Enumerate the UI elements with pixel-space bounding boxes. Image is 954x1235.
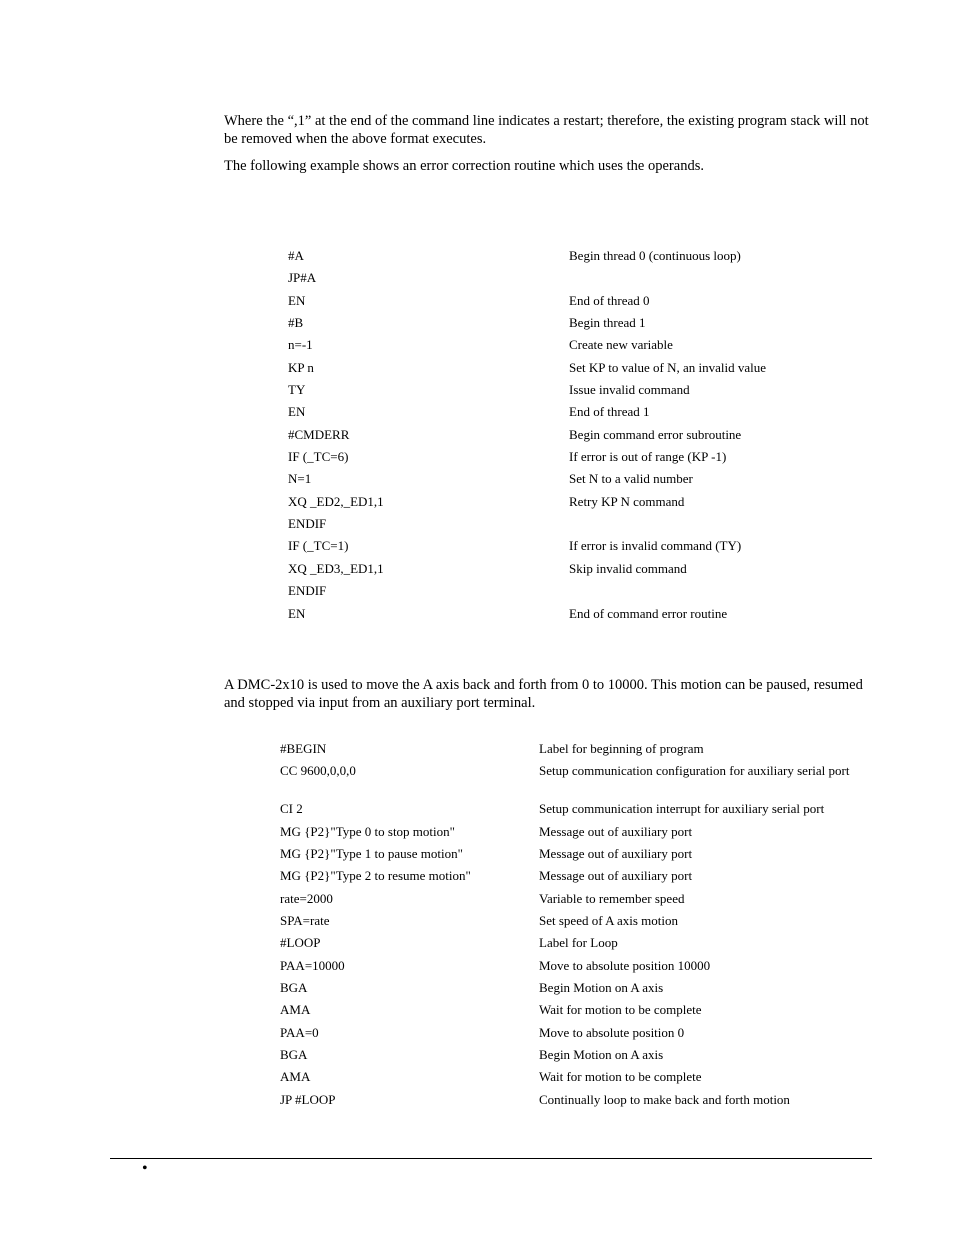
code-description: Retry KP N command <box>569 493 685 509</box>
code-row <box>280 1047 860 1069</box>
code-command: IF (_TC=6) <box>288 449 349 465</box>
footer-bullet: • <box>142 1160 148 1177</box>
code-command: #B <box>288 315 304 331</box>
code-row <box>288 314 808 336</box>
code-row <box>280 824 860 846</box>
code-description: Setup communication interrupt for auxiliary serial port <box>539 801 825 817</box>
code-description: Move to absolute position 0 <box>539 1024 685 1040</box>
code-row <box>280 763 860 801</box>
code-row <box>288 582 808 604</box>
code-command: EN <box>288 404 306 420</box>
code-row <box>288 381 808 403</box>
code-row <box>288 493 808 515</box>
code-row <box>288 605 808 627</box>
dmc-intro-paragraph: A DMC-2x10 is used to move the A axis back and forth from 0 to 10000. This motion can be paused, resumed and stopped via input from an auxiliary port terminal. <box>224 677 863 711</box>
code-description: Wait for motion to be complete <box>539 1069 702 1085</box>
code-row <box>280 1069 860 1091</box>
code-description: If error is out of range (KP -1) <box>569 449 727 465</box>
code-row <box>280 846 860 868</box>
code-row <box>288 269 808 291</box>
code-row <box>288 359 808 381</box>
code-command: EN <box>288 605 306 621</box>
code-command: XQ _ED2,_ED1,1 <box>288 493 384 509</box>
code-row <box>280 913 860 935</box>
code-row <box>280 1025 860 1047</box>
code-description: Set KP to value of N, an invalid value <box>569 359 767 375</box>
code-description: Wait for motion to be complete <box>539 1002 702 1018</box>
code-command: AMA <box>280 1002 311 1018</box>
code-command: JP #LOOP <box>280 1091 336 1107</box>
code-command: IF (_TC=1) <box>288 538 349 554</box>
code-command: PAA=10000 <box>280 957 345 973</box>
code-description: Label for beginning of program <box>539 741 704 756</box>
code-description: Move to absolute position 10000 <box>539 957 711 973</box>
code-command: EN <box>288 292 306 308</box>
code-command: SPA=rate <box>280 913 330 929</box>
code-command: CC 9600,0,0,0 <box>280 763 356 779</box>
restart-note-paragraph: Where the “,1” at the end of the command line indicates a restart; therefore, the existing program stack will not be removed when the above format executes. <box>224 113 869 147</box>
code-row <box>280 1092 860 1114</box>
code-description: Message out of auxiliary port <box>539 846 693 862</box>
code-description <box>569 269 808 291</box>
code-row <box>288 448 808 470</box>
code-command: #CMDERR <box>288 426 350 442</box>
code-command: #A <box>288 248 304 263</box>
code-description: Message out of auxiliary port <box>539 823 693 839</box>
code-description: Set N to a valid number <box>569 471 693 487</box>
code-description <box>569 582 808 604</box>
code-command: MG {P2}"Type 2 to resume motion" <box>280 868 471 884</box>
code-command: PAA=0 <box>280 1024 319 1040</box>
code-description: End of thread 0 <box>569 292 650 308</box>
code-description: Continually loop to make back and forth motion <box>539 1091 790 1107</box>
code-description: Begin thread 1 <box>569 315 646 331</box>
code-command: BGA <box>280 980 308 996</box>
code-row <box>288 537 808 559</box>
code-row <box>288 403 808 425</box>
error-routine-table <box>288 247 808 627</box>
code-description: Begin Motion on A axis <box>539 980 664 996</box>
motion-program-table <box>280 741 860 1114</box>
code-row <box>288 426 808 448</box>
code-row <box>280 935 860 957</box>
code-description: Begin thread 0 (continuous loop) <box>569 248 741 263</box>
code-row <box>280 891 860 913</box>
code-row <box>288 336 808 358</box>
code-command: TY <box>288 382 306 398</box>
code-row <box>288 560 808 582</box>
code-row <box>288 247 808 269</box>
code-description: Begin command error subroutine <box>569 426 742 442</box>
code-description: Issue invalid command <box>569 382 690 398</box>
code-description: Create new variable <box>569 337 673 353</box>
code-description: Label for Loop <box>539 935 618 951</box>
code-description: End of thread 1 <box>569 404 650 420</box>
code-command: N=1 <box>288 471 312 487</box>
code-command: rate=2000 <box>280 890 333 906</box>
code-command: JP#A <box>288 270 317 286</box>
code-command: BGA <box>280 1047 308 1063</box>
code-row <box>280 801 860 823</box>
code-row <box>280 1002 860 1024</box>
code-description: Variable to remember speed <box>539 890 685 906</box>
code-command: AMA <box>280 1069 311 1085</box>
code-command: MG {P2}"Type 1 to pause motion" <box>280 846 463 862</box>
code-command: ENDIF <box>288 516 327 532</box>
code-description: Setup communication configuration for auxiliary serial port <box>539 763 850 779</box>
code-description: Begin Motion on A axis <box>539 1047 664 1063</box>
code-row <box>280 980 860 1002</box>
example-intro-paragraph: The following example shows an error correction routine which uses the operands. <box>224 158 704 174</box>
code-description: Set speed of A axis motion <box>539 913 679 929</box>
code-command: CI 2 <box>280 801 303 817</box>
code-command: XQ _ED3,_ED1,1 <box>288 560 384 576</box>
code-row <box>288 292 808 314</box>
code-command: KP n <box>288 359 314 375</box>
code-description: End of command error routine <box>569 605 728 621</box>
code-command: #LOOP <box>280 935 321 951</box>
code-row <box>288 515 808 537</box>
code-row <box>280 741 860 763</box>
code-row <box>288 470 808 492</box>
code-description: Skip invalid command <box>569 560 687 576</box>
code-command: n=-1 <box>288 337 313 353</box>
code-description <box>569 515 808 537</box>
code-row <box>280 958 860 980</box>
code-row <box>280 868 860 890</box>
code-command: MG {P2}"Type 0 to stop motion" <box>280 823 455 839</box>
code-command: #BEGIN <box>280 741 327 756</box>
code-description: Message out of auxiliary port <box>539 868 693 884</box>
code-command: ENDIF <box>288 583 327 599</box>
code-description: If error is invalid command (TY) <box>569 538 742 554</box>
footer-divider <box>110 1158 872 1159</box>
